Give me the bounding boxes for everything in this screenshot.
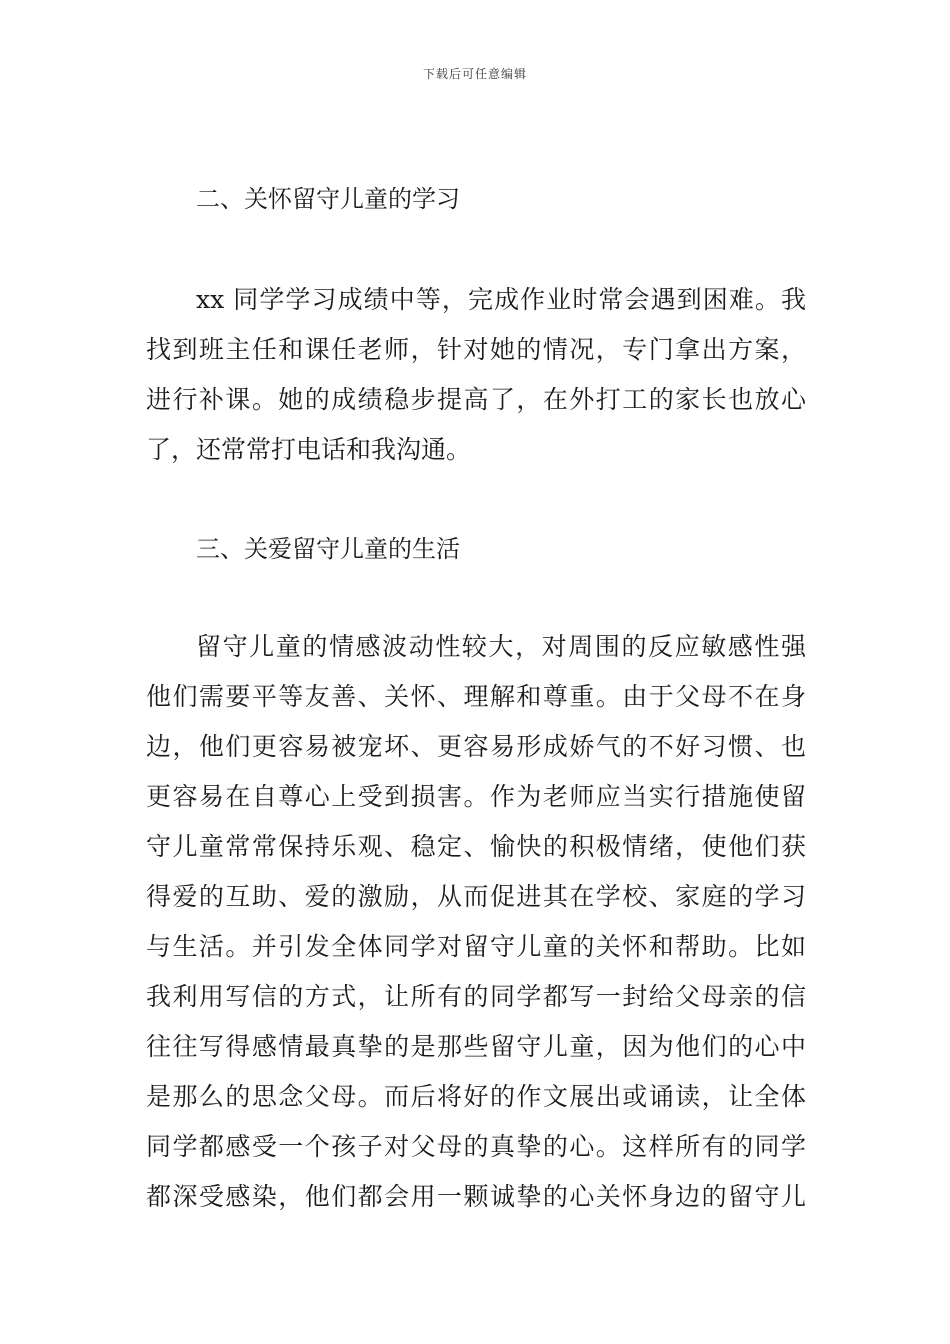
paragraph-line: 更容易在自尊心上受到损害。作为老师应当实行措施使留 [146,782,806,811]
paragraph-line: 进行补课。她的成绩稳步提高了，在外打工的家长也放心 [146,385,806,414]
paragraph-line: 往往写得感情最真挚的是那些留守儿童，因为他们的心中 [146,1032,806,1061]
paragraph-line: 与生活。并引发全体同学对留守儿童的关怀和帮助。比如 [146,932,806,961]
paragraph-learning [146,275,806,475]
paragraph-line: 了，还常常打电话和我沟通。 [146,435,472,464]
paragraph-line: xx 同学学习成绩中等，完成作业时常会遇到困难。我 [196,285,806,314]
paragraph-line: 我利用写信的方式，让所有的同学都写一封给父母亲的信 [146,982,806,1011]
paragraph-life [146,622,806,1222]
paragraph-line: 是那么的思念父母。而后将好的作文展出或诵读，让全体 [146,1082,806,1111]
header-note: 下载后可任意编辑 [422,67,527,81]
section-heading-life: 三、关爱留守儿童的生活 [196,535,460,563]
paragraph-line: 留守儿童的情感波动性较大，对周围的反应敏感性强 [196,632,806,661]
paragraph-line: 都深受感染，他们都会用一颗诚挚的心关怀身边的留守儿 [146,1182,806,1211]
paragraph-line: 他们需要平等友善、关怀、理解和尊重。由于父母不在身 [146,682,806,711]
paragraph-line: 得爱的互助、爱的激励，从而促进其在学校、家庭的学习 [146,882,806,911]
paragraph-line: 同学都感受一个孩子对父母的真挚的心。这样所有的同学 [146,1132,806,1161]
paragraph-line: 边，他们更容易被宠坏、更容易形成娇气的不好习惯、也 [146,732,806,761]
section-heading-learning: 二、关怀留守儿童的学习 [196,185,460,213]
paragraph-line: 守儿童常常保持乐观、稳定、愉快的积极情绪，使他们获 [146,832,806,861]
paragraph-line: 找到班主任和课任老师，针对她的情况，专门拿出方案， [146,335,806,364]
